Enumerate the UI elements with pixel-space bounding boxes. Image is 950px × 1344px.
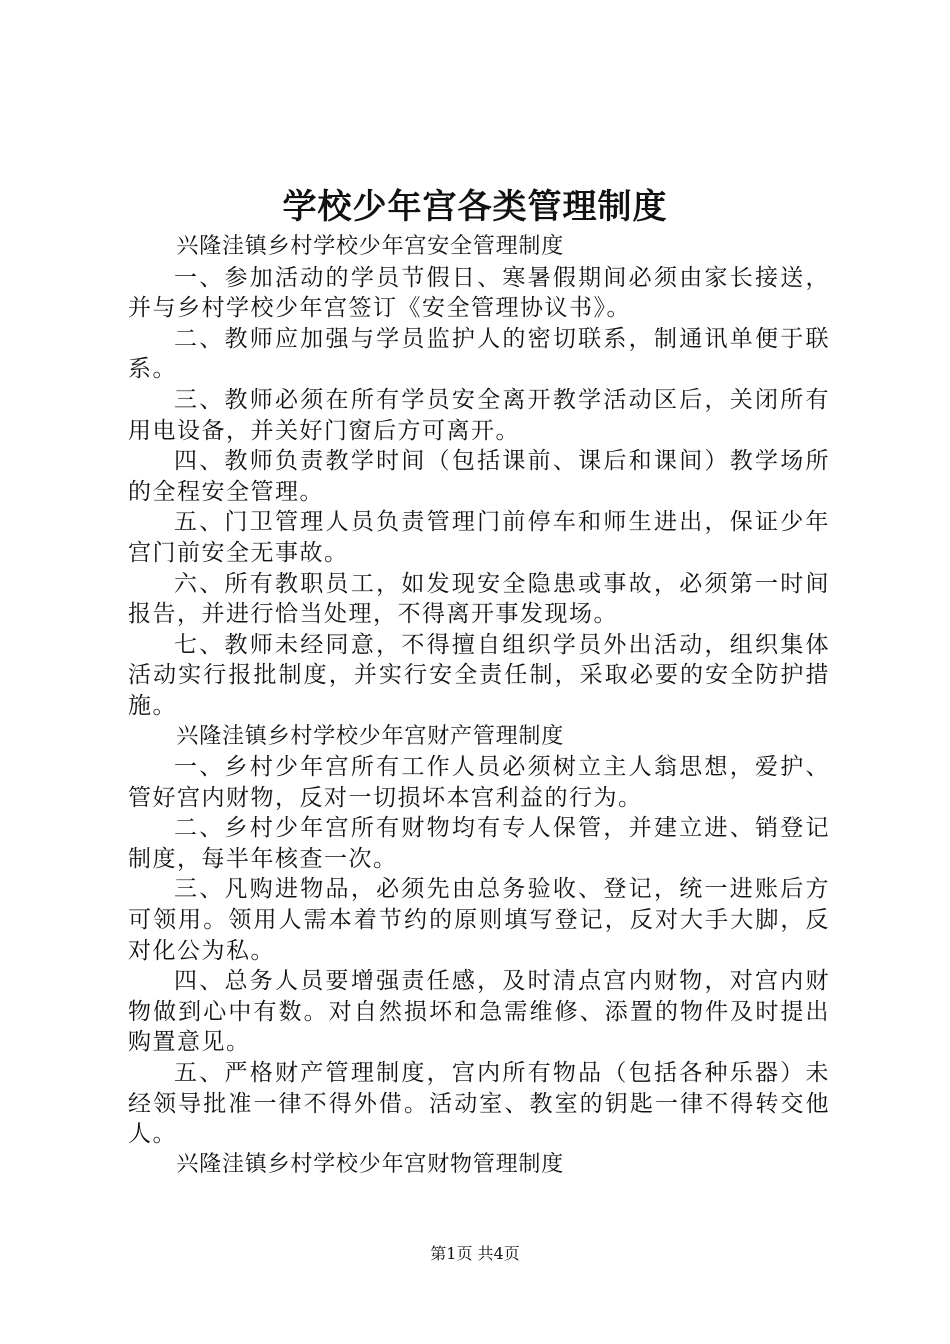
paragraph: 一、乡村少年宫所有工作人员必须树立主人翁思想，爱护、管好宫内财物，反对一切损坏本宫利益的行为。 (128, 754, 830, 811)
paragraph: 四、教师负责教学时间（包括课前、课后和课间）教学场所的全程安全管理。 (128, 448, 830, 505)
paragraph: 五、门卫管理人员负责管理门前停车和师生进出，保证少年宫门前安全无事故。 (128, 509, 830, 566)
paragraph: 三、凡购进物品，必须先由总务验收、登记，统一进账后方可领用。领用人需本着节约的原则填写登记，反对大手大脚，反对化公为私。 (128, 876, 830, 964)
paragraph: 六、所有教职员工，如发现安全隐患或事故，必须第一时间报告，并进行恰当处理，不得离开事发现场。 (128, 570, 830, 628)
paragraph: 二、教师应加强与学员监护人的密切联系，制通讯单便于联系。 (128, 325, 830, 383)
paragraph: 一、参加活动的学员节假日、寒暑假期间必须由家长接送，并与乡村学校少年宫签订《安全管理协议书》。 (128, 264, 830, 322)
document-title: 学校少年宫各类管理制度 (282, 187, 668, 227)
paragraph: 三、教师必须在所有学员安全离开教学活动区后，关闭所有用电设备，并关好门窗后方可离开。 (128, 386, 830, 444)
paragraph: 四、总务人员要增强责任感，及时清点宫内财物，对宫内财物做到心中有数。对自然损坏和急需维修、添置的物件及时提出购置意见。 (128, 968, 830, 1056)
document-body (128, 232, 830, 1180)
section-heading-property: 兴隆洼镇乡村学校少年宫财产管理制度 (176, 723, 564, 749)
page-footer: 第1页 共4页 (430, 1244, 520, 1263)
section-heading-safety: 兴隆洼镇乡村学校少年宫安全管理制度 (176, 234, 564, 259)
section-heading-finance: 兴隆洼镇乡村学校少年宫财物管理制度 (176, 1151, 564, 1177)
paragraph: 五、严格财产管理制度，宫内所有物品（包括各种乐器）未经领导批准一律不得外借。活动室、教室的钥匙一律不得转交他人。 (128, 1060, 830, 1148)
paragraph: 二、乡村少年宫所有财物均有专人保管，并建立进、销登记制度，每半年核查一次。 (128, 815, 830, 872)
paragraph: 七、教师未经同意，不得擅自组织学员外出活动，组织集体活动实行报批制度，并实行安全责任制，采取必要的安全防护措施。 (128, 631, 830, 719)
